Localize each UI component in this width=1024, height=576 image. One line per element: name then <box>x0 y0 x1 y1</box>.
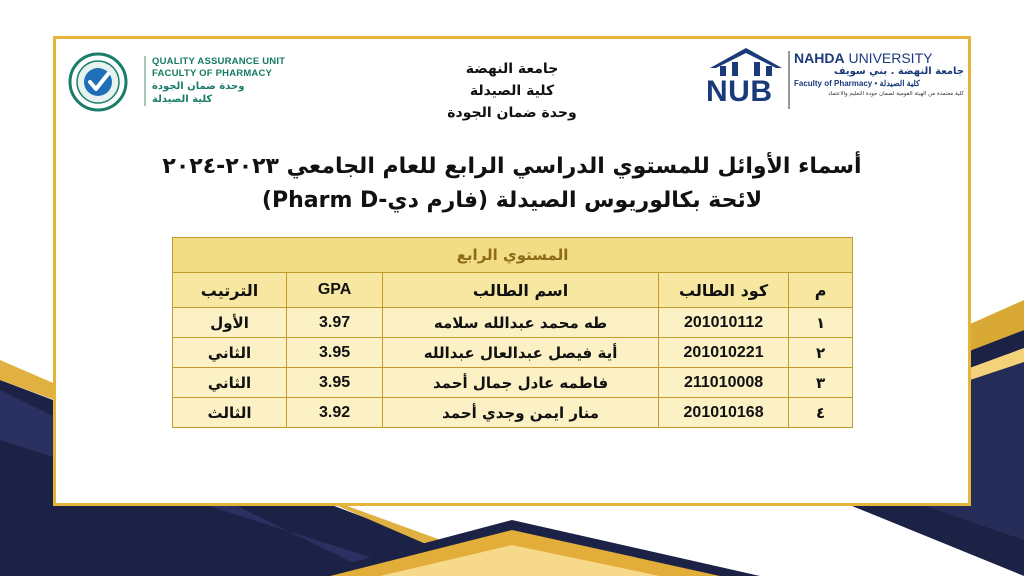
faculty-name: كلية الصيدلة <box>469 83 555 99</box>
cell-no: ٤ <box>789 398 853 428</box>
university-name: جامعة النهضة <box>465 61 559 77</box>
nub-letters: NUB <box>706 75 773 108</box>
table-header-row <box>173 273 853 308</box>
title-line-2: لائحة بكالوريوس الصيدلة (فارم دي-Pharm D) <box>261 188 763 213</box>
cell-code: 201010168 <box>659 398 789 428</box>
header-no: م <box>789 273 853 308</box>
table-row <box>173 398 853 428</box>
header-gpa: GPA <box>287 273 383 308</box>
qa-line-3: وحدة ضمان الجودة <box>152 81 245 92</box>
page-title <box>150 150 874 218</box>
cell-gpa: 3.92 <box>287 398 383 428</box>
cell-no: ٢ <box>789 338 853 368</box>
quality-seal-checkmark-icon <box>68 52 128 112</box>
nub-name-light: UNIVERSITY <box>844 50 933 66</box>
nub-arabic-name: جامعة النهضة . بني سويف <box>833 66 964 77</box>
header-code: كود الطالب <box>659 273 789 308</box>
cell-gpa: 3.95 <box>287 338 383 368</box>
table-row <box>173 338 853 368</box>
cell-name: أية فيصل عبدالعال عبدالله <box>383 338 659 368</box>
nub-faculty-ar: كلية الصيدلة <box>879 79 920 88</box>
nub-faculty-line: Faculty of Pharmacy • كلية الصيدلة <box>794 79 920 88</box>
qa-text-block <box>152 56 322 106</box>
qa-line-1: QUALITY ASSURANCE UNIT <box>152 56 286 67</box>
table-row <box>173 368 853 398</box>
cell-no: ٣ <box>789 368 853 398</box>
cell-name: فاطمه عادل جمال أحمد <box>383 368 659 398</box>
header-rank: الترتيب <box>173 273 287 308</box>
nub-faculty-en: Faculty of Pharmacy <box>794 79 873 88</box>
cell-gpa: 3.95 <box>287 368 383 398</box>
cell-rank: الثاني <box>173 338 287 368</box>
qa-divider <box>144 56 146 106</box>
cell-rank: الثاني <box>173 368 287 398</box>
title-line-1: أسماء الأوائل للمستوي الدراسي الرابع للعام الجامعي ٢٠٢٣-٢٠٢٤ <box>162 154 862 179</box>
cell-code: 201010221 <box>659 338 789 368</box>
qa-line-4: كلية الصيدلة <box>152 94 213 105</box>
level-row <box>173 238 853 273</box>
header-name: اسم الطالب <box>383 273 659 308</box>
nub-accreditation-line: كلية معتمدة من الهيئة القومية لضمان جودة التعليم والاعتماد <box>828 91 964 97</box>
qa-line-2: FACULTY OF PHARMACY <box>152 68 273 79</box>
nahda-university-logo <box>706 46 966 116</box>
nub-building-icon <box>706 46 786 78</box>
nub-english-name <box>794 50 964 66</box>
top-students-table <box>172 237 853 428</box>
cell-code: 201010112 <box>659 308 789 338</box>
cell-rank: الثالث <box>173 398 287 428</box>
nub-divider <box>788 51 790 109</box>
level-label: المستوي الرابع <box>173 238 853 273</box>
cell-code: 211010008 <box>659 368 789 398</box>
unit-name: وحدة ضمان الجودة <box>447 105 577 121</box>
table-row <box>173 308 853 338</box>
cell-name: طه محمد عبدالله سلامه <box>383 308 659 338</box>
quality-assurance-logo <box>68 52 318 112</box>
nub-name-bold: NAHDA <box>794 50 845 66</box>
institution-header <box>412 58 612 124</box>
cell-rank: الأول <box>173 308 287 338</box>
nub-text-block <box>794 50 964 98</box>
cell-name: منار ايمن وجدي أحمد <box>383 398 659 428</box>
cell-gpa: 3.97 <box>287 308 383 338</box>
cell-no: ١ <box>789 308 853 338</box>
